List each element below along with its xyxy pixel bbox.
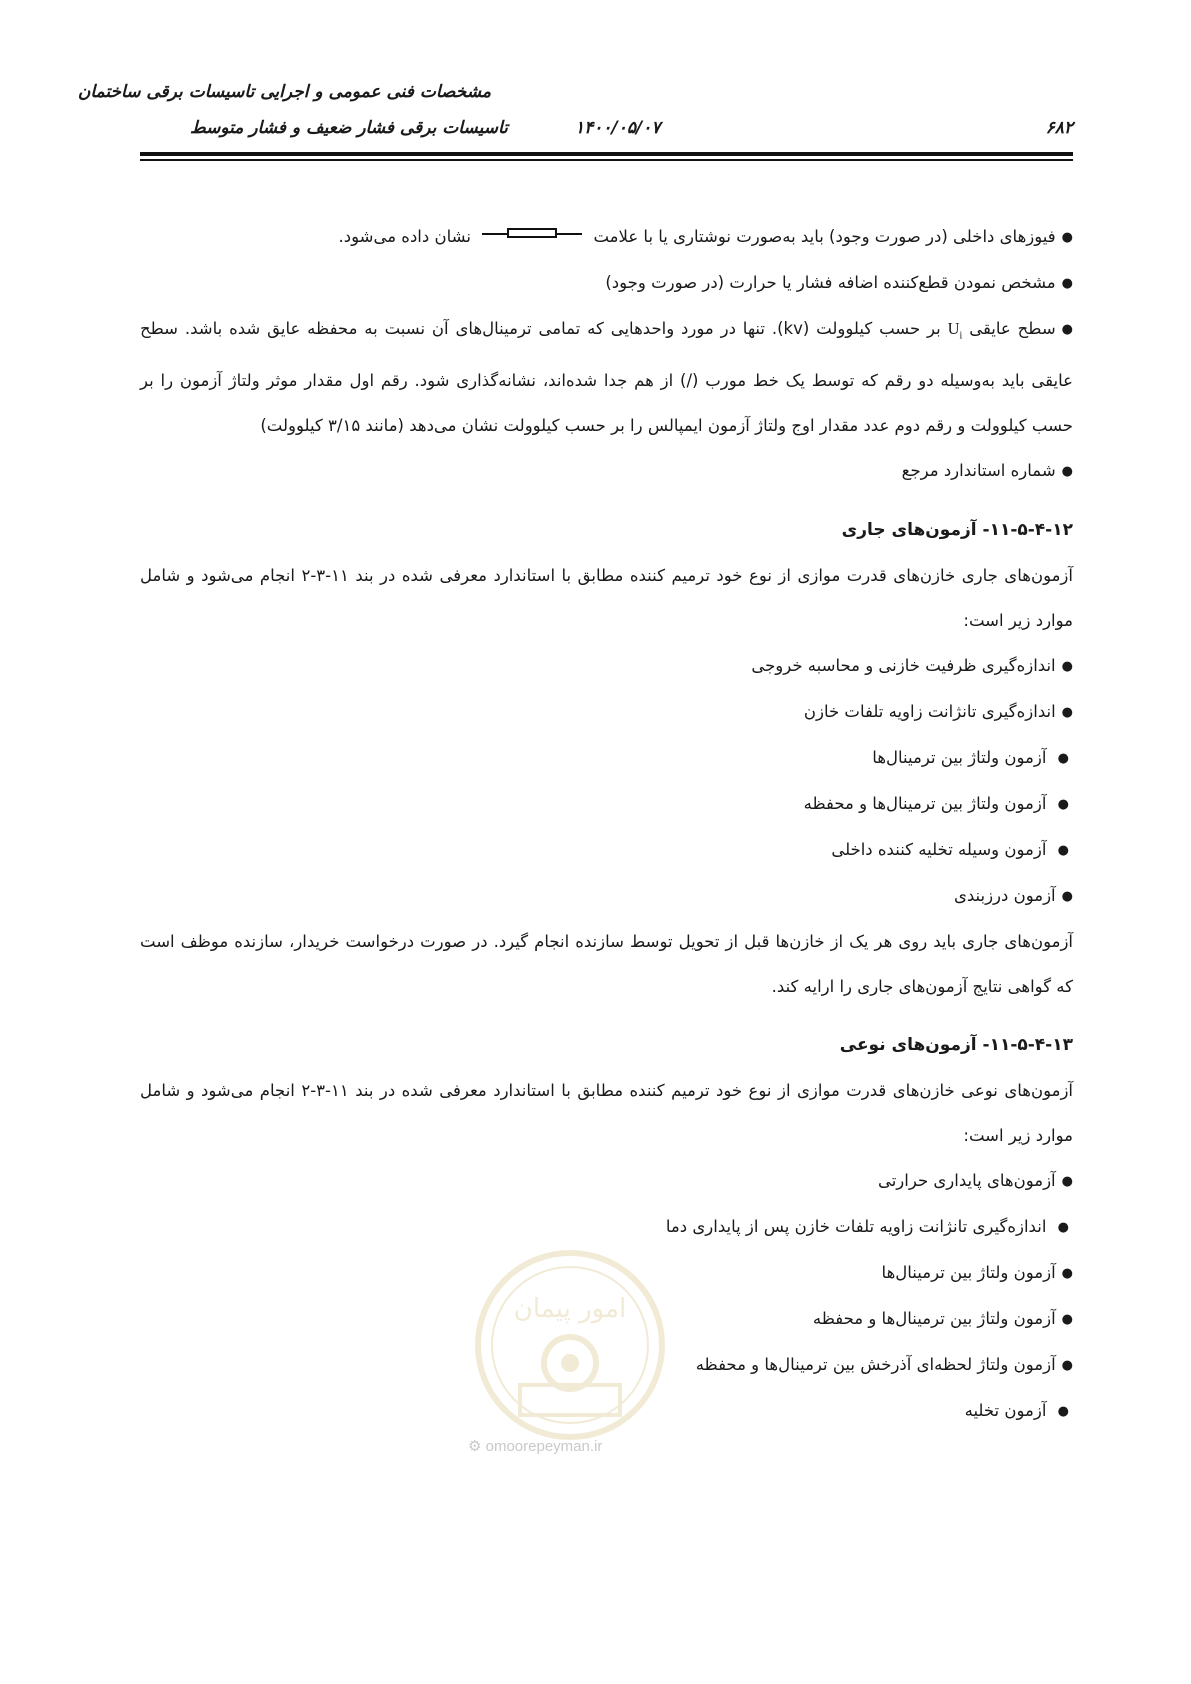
bullet-icon: ● <box>1061 464 1073 480</box>
bullet-icon: ● <box>1057 751 1069 767</box>
header-rule-thick <box>140 152 1073 156</box>
list-item-text: اندازه‌گیری تانژانت زاویه تلفات خازن پس از پایداری دما <box>665 1217 1047 1237</box>
bullet-icon: ● <box>1061 659 1073 675</box>
watermark-logo-icon <box>470 1245 670 1445</box>
section-heading-type-tests: ۱۱-۵-۴-۱۳- آزمون‌های نوعی <box>839 1035 1073 1056</box>
section-outro-routine: آزمون‌های جاری باید روی هر یک از خازن‌ها قبل از تحویل توسط سازنده انجام گیرد. در صورت درخواست خریدار، سازنده موظف است که گواهی نتایج آزمون‌های جاری را ارایه کند. <box>140 932 1073 997</box>
list-item <box>140 643 1073 689</box>
document-subtitle: تاسیسات برقی فشار ضعیف و فشار متوسط <box>190 118 508 138</box>
bullet-icon: ● <box>1061 1266 1073 1282</box>
section-intro-type: آزمون‌های نوعی خازن‌های قدرت موازی از نوع خود ترمیم کننده مطابق با استاندارد معرفی شده در بند ۱۱-۳-۲ انجام می‌شود و شامل موارد زیر است: <box>140 1081 1074 1146</box>
bullet-icon: ● <box>1061 1312 1073 1328</box>
list-item-text: آزمون وسیله تخلیه کننده داخلی <box>831 840 1047 860</box>
bullet-icon: ● <box>1061 1174 1073 1190</box>
document-date: ۱۴۰۰/۰۵/۰۷ <box>575 118 661 138</box>
fuse-text-after: نشان داده می‌شود. <box>338 227 471 246</box>
list-item-text: اندازه‌گیری ظرفیت خازنی و محاسبه خروجی <box>751 656 1056 676</box>
list-item-text: آزمون ولتاژ بین ترمینال‌ها و محفظه <box>812 1309 1056 1329</box>
list-item <box>140 735 1073 781</box>
watermark-site-text: omoorepeyman.ir <box>485 1438 603 1455</box>
fuse-symbol-icon <box>482 228 582 248</box>
list-item-pressure-breaker <box>140 260 1073 306</box>
insulation-text-before: سطح عایقی <box>969 319 1056 338</box>
watermark-site: ⚙ omoorepeyman.ir <box>468 1438 603 1455</box>
list-item-fuse <box>140 214 1073 260</box>
bullet-icon: ● <box>1061 322 1073 337</box>
bullet-icon: ● <box>1061 1358 1073 1374</box>
bullet-icon: ● <box>1057 1220 1069 1236</box>
list-item-text: اندازه‌گیری تانژانت زاویه تلفات خازن <box>803 702 1056 722</box>
list-item-text: آزمون تخلیه <box>964 1401 1047 1421</box>
document-title: مشخصات فنی عمومی و اجرایی تاسیسات برقی ساختمان <box>77 82 491 102</box>
fuse-text-before: فیوزهای داخلی (در صورت وجود) باید به‌صورت نوشتاری یا با علامت <box>593 227 1056 246</box>
section-heading-routine-tests: ۱۱-۵-۴-۱۲- آزمون‌های جاری <box>841 520 1073 541</box>
header-rule-thin <box>140 159 1073 161</box>
list-item-text: مشخص نمودن قطع‌کننده اضافه فشار یا حرارت (در صورت وجود) <box>605 273 1056 292</box>
insulation-text-after: بر حسب کیلوولت (kv). تنها در مورد واحدهایی که تمامی ترمینال‌های آن نسبت به محفظه عایق شده باشد. سطح عایقی باید به‌وسیله دو رقم که توسط یک خط مورب (/) از هم جدا شده‌اند، نشانه‌گذاری شود. رقم اول مقدار موثر ولتاژ آزمون را بر حسب کیلوولت و رقم دوم عدد مقدار اوج ولتاژ آزمون ایمپالس را بر حسب کیلوولت نشان می‌دهد (مانند ۳/۱۵ کیلوولت) <box>140 319 1073 436</box>
list-item-text: شماره استاندارد مرجع <box>901 461 1056 481</box>
bullet-icon: ● <box>1061 705 1073 721</box>
watermark-logo-text: امور پیمان <box>513 1294 627 1324</box>
bullet-icon: ● <box>1057 1404 1069 1420</box>
bullet-icon: ● <box>1057 843 1069 859</box>
section-intro-routine: آزمون‌های جاری خازن‌های قدرت موازی از نوع خود ترمیم کننده مطابق با استاندارد معرفی شده در بند ۱۱-۳-۲ انجام می‌شود و شامل موارد زیر است: <box>140 566 1073 631</box>
list-item <box>140 689 1073 735</box>
list-item <box>140 873 1073 919</box>
list-item-standard <box>140 448 1073 494</box>
list-item <box>140 1158 1073 1204</box>
list-item-text: آزمون ولتاژ بین ترمینال‌ها <box>881 1263 1056 1283</box>
page-number: ۶۸۲ <box>1045 118 1073 138</box>
list-item-text: آزمون درزبندی <box>953 886 1056 906</box>
list-item <box>140 827 1073 873</box>
bullet-icon: ● <box>1057 797 1069 813</box>
list-item-text: آزمون ولتاژ لحظه‌ای آذرخش بین ترمینال‌ها و محفظه <box>695 1355 1056 1375</box>
list-item-insulation <box>140 306 1073 448</box>
bullet-icon: ● <box>1061 889 1073 905</box>
list-item <box>140 1204 1073 1250</box>
list-item-text: آزمون ولتاژ بین ترمینال‌ها <box>872 748 1047 768</box>
bullet-icon: ● <box>1061 230 1073 245</box>
list-item-text: آزمون‌های پایداری حرارتی <box>877 1171 1056 1191</box>
list-item <box>140 781 1073 827</box>
bullet-icon: ● <box>1061 276 1073 291</box>
list-item-text: آزمون ولتاژ بین ترمینال‌ها و محفظه <box>803 794 1047 814</box>
insulation-symbol: $U_i$ <box>947 319 963 342</box>
